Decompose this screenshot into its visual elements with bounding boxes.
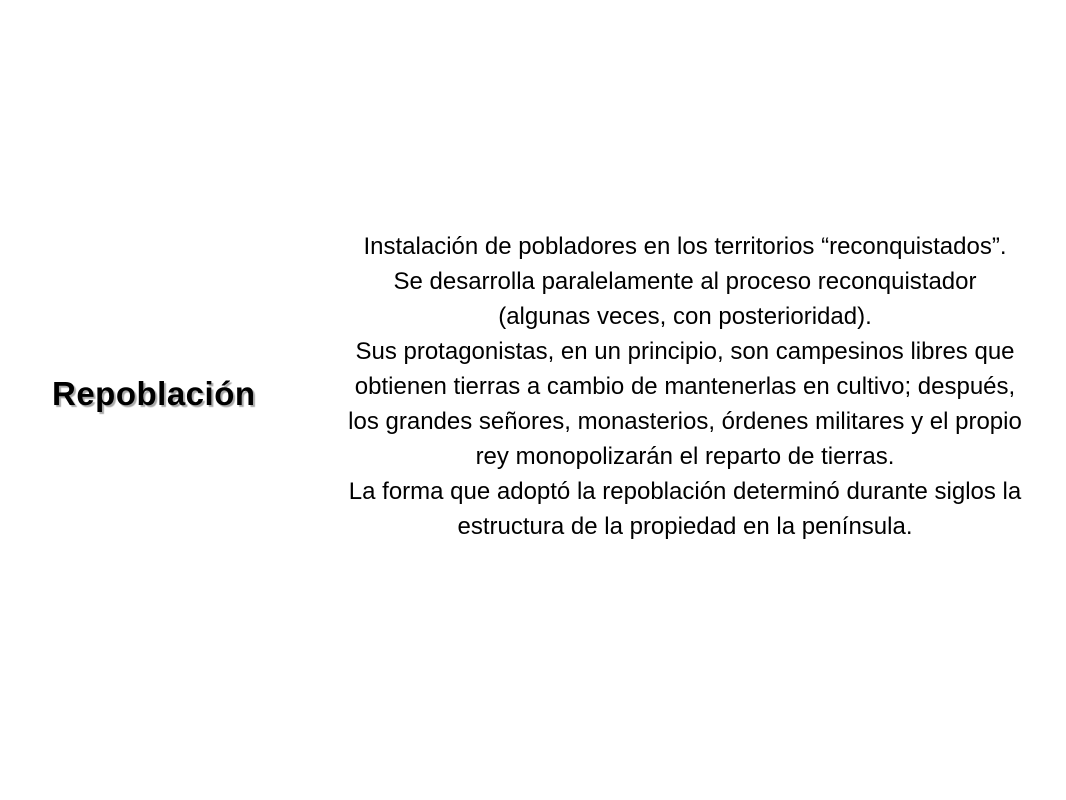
slide-body — [345, 229, 1025, 544]
paragraph-development: Se desarrolla paralelamente al proceso reconquistador (algunas veces, con posterioridad). — [393, 268, 977, 330]
slide-title: Repoblación — [52, 375, 256, 412]
paragraph-protagonists: Sus protagonistas, en un principio, son campesinos libres que obtienen tierras a cambio de mantenerlas en cultivo; después, los grandes señores, monasterios, órdenes militares y el propio rey monopolizarán el reparto de tierras. — [348, 338, 1022, 470]
paragraph-definition: Instalación de pobladores en los territorios “reconquistados”. — [363, 233, 1007, 260]
paragraph-consequence: La forma que adoptó la repoblación determinó durante siglos la estructura de la propiedad en la península. — [348, 478, 1022, 540]
